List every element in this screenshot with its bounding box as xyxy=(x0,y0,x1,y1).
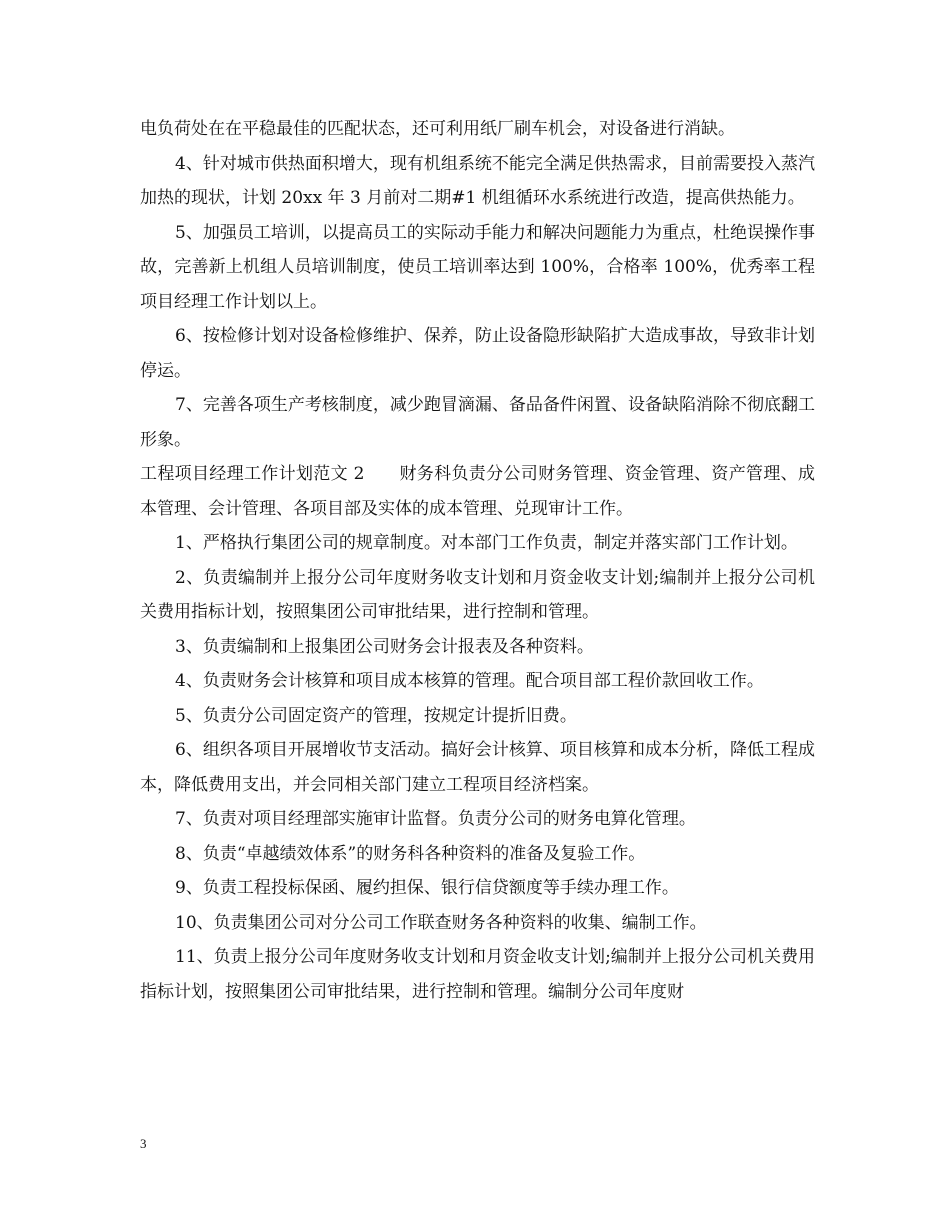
page-number: 3 xyxy=(140,1136,147,1151)
paragraph: 11、负责上报分公司年度财务收支计划和月资金收支计划;编制并上报分公司机关费用指标计划，按照集团公司审批结果，进行控制和管理。编制分公司年度财 xyxy=(140,947,815,1002)
paragraph: 6、按检修计划对设备检修维护、保养，防止设备隐形缺陷扩大造成事故，导致非计划停运。 xyxy=(140,326,815,381)
paragraph: 2、负责编制并上报分公司年度财务收支计划和月资金收支计划;编制并上报分公司机关费用指标计划，按照集团公司审批结果，进行控制和管理。 xyxy=(140,567,815,622)
paragraph: 电负荷处在在平稳最佳的匹配状态，还可利用纸厂刷车机会，对设备进行消缺。 xyxy=(140,119,735,139)
paragraph: 4、负责财务会计核算和项目成本核算的管理。配合项目部工程价款回收工作。 xyxy=(175,671,764,691)
paragraph: 8、负责“卓越绩效体系”的财务科各种资料的准备及复验工作。 xyxy=(175,843,646,864)
paragraph: 3、负责编制和上报集团公司财务会计报表及各种资料。 xyxy=(175,636,594,657)
section-heading-paragraph: 工程项目经理工作计划范文 2 财务科负责分公司财务管理、资金管理、资产管理、成本管理、会计管理、各项目部及实体的成本管理、兑现审计工作。 xyxy=(140,464,815,519)
paragraph: 4、针对城市供热面积增大，现有机组系统不能完全满足供热需求，目前需要投入蒸汽加热的现状，计划 20xx 年 3 月前对二期#1 机组循环水系统进行改造，提高供热能力。 xyxy=(140,153,815,208)
paragraph: 10、负责集团公司对分公司工作联查财务各种资料的收集、编制工作。 xyxy=(175,912,707,933)
paragraph: 6、组织各项目开展增收节支活动。搞好会计核算、项目核算和成本分析，降低工程成本，降低费用支出，并会同相关部门建立工程项目经济档案。 xyxy=(140,740,815,795)
paragraph: 7、负责对项目经理部实施审计监督。负责分公司的财务电算化管理。 xyxy=(175,809,696,829)
paragraph: 7、完善各项生产考核制度，减少跑冒滴漏、备品备件闲置、设备缺陷消除不彻底翻工形象。 xyxy=(140,395,815,450)
paragraph: 5、加强员工培训，以提高员工的实际动手能力和解决问题能力为重点，杜绝误操作事故，完善新上机组人员培训制度，使员工培训率达到 100%，合格率 100%，优秀率工程项目经理工作计划以上。 xyxy=(140,222,815,312)
document-body xyxy=(140,112,815,1009)
paragraph: 9、负责工程投标保函、履约担保、银行信贷额度等手续办理工作。 xyxy=(175,878,679,898)
paragraph: 5、负责分公司固定资产的管理，按规定计提折旧费。 xyxy=(175,705,577,726)
paragraph: 1、严格执行集团公司的规章制度。对本部门工作负责，制定并落实部门工作计划。 xyxy=(175,533,798,553)
